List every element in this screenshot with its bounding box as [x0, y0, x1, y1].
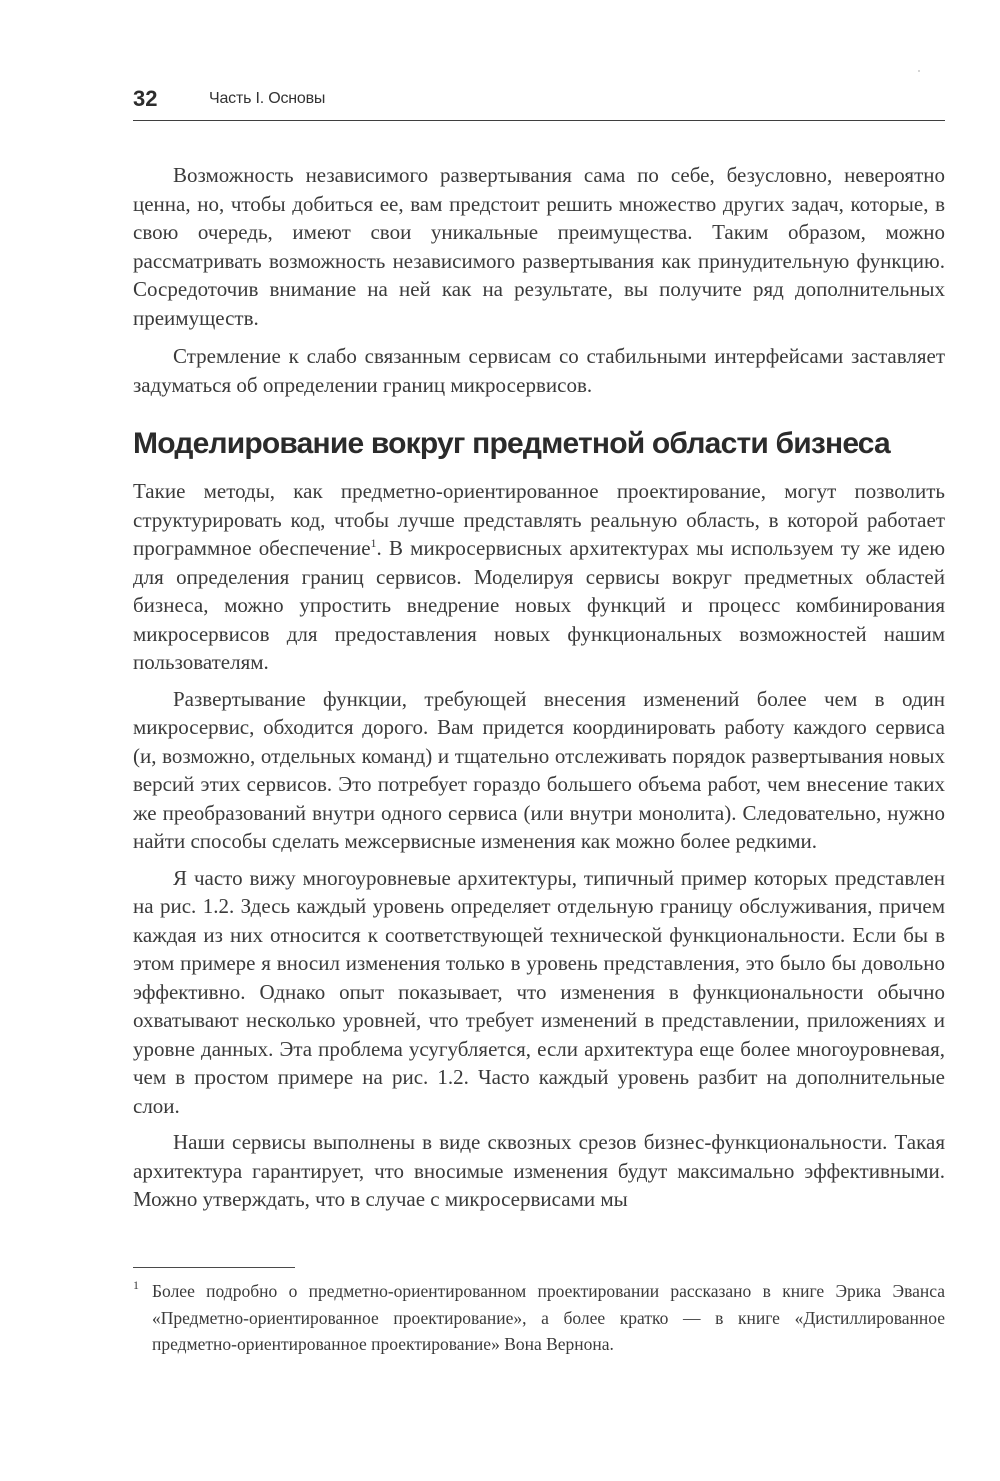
page-number: 32: [133, 86, 158, 111]
running-head: [133, 80, 945, 121]
paragraph: Я часто вижу многоуровневые архитектуры, типичный пример которых представлен на рис. 1.2. Здесь каждый уровень определяет отдельную границу обслуживания, причем каждая из них относится к соответствующей технической функциональности. Если бы в этом примере я вносил изменения только в уровень представления, это было бы довольно эффективно. Однако опыт показывает, что изменения в функциональности обычно охватывают несколько уровней, что требует изменений в представлении, приложениях и уровне данных. Эта проблема усугубляется, если архитектура еще более многоуровневая, чем в простом примере на рис. 1.2. Часто каждый уровень разбит на дополнительные слои.: [133, 865, 945, 1118]
footnote: [133, 1278, 945, 1358]
paragraph: Возможность независимого развертывания сама по себе, безусловно, невероятно ценна, но, чтобы добиться ее, вам предстоит решить множество других задач, которые, в свою очередь, имеют свои уникальные преимущества. Таким образом, можно рассматривать возможность независимого развертывания как принудительную функцию. Сосредоточив внимание на ней как на результате, вы получите ряд дополнительных преимуществ.: [133, 163, 945, 330]
paragraph: [133, 477, 945, 677]
footnote-reference: 1: [370, 536, 377, 550]
footnote-text: Более подробно о предметно-ориентированном проектировании рассказано в книге Эрика Эванса «Предметно-ориентированное проектирование», а более кратко — в книге «Дистиллированное предметно-ориентированное проектирование» Вона Вернона.: [152, 1281, 945, 1354]
footnote-divider: [133, 1267, 295, 1268]
footnote-mark: 1: [133, 1278, 139, 1292]
intro-text: [133, 161, 945, 399]
running-head-chapter: Часть I. Основы: [209, 90, 326, 107]
paragraph: Развертывание функции, требующей внесения изменений более чем в один микросервис, обходится дорого. Вам придется координировать работу каждого сервиса (и, возможно, отдельных команд) и тщательно отслеживать порядок развертывания новых версий этих сервисов. Это потребует гораздо большего объема работ, чем внесение таких же преобразований внутри одного сервиса (или внутри монолита). Следовательно, нужно найти способы сделать межсервисные изменения как можно более редкими.: [133, 686, 945, 853]
paragraph: Стремление к слабо связанным сервисам со стабильными интерфейсами заставляет задуматься об определении границ микросервисов.: [133, 344, 945, 397]
scan-speck: [918, 70, 920, 72]
section-heading: Моделирование вокруг предметной области бизнеса: [133, 427, 890, 460]
section-body: [133, 477, 945, 1214]
paragraph-text: . В микросервисных архитектурах мы используем ту же идею для определения границ сервисов. Моделируя сервисы вокруг предметных областей бизнеса, можно упростить внедрение новых функций и процесс комбинирования микросервисов для предоставления новых функциональных возможностей нашим пользователям.: [133, 536, 946, 674]
paragraph-text: Такие методы, как предметно-ориентированное проектирование, могут позволить структурировать код, чтобы лучше представлять реальную область, в которой работает программное обеспечение: [133, 479, 945, 560]
paragraph: Наши сервисы выполнены в виде сквозных срезов бизнес-функциональности. Такая архитектура гарантирует, что вносимые изменения будут максимально эффективными. Можно утверждать, что в случае с микросервисами мы: [133, 1130, 945, 1211]
